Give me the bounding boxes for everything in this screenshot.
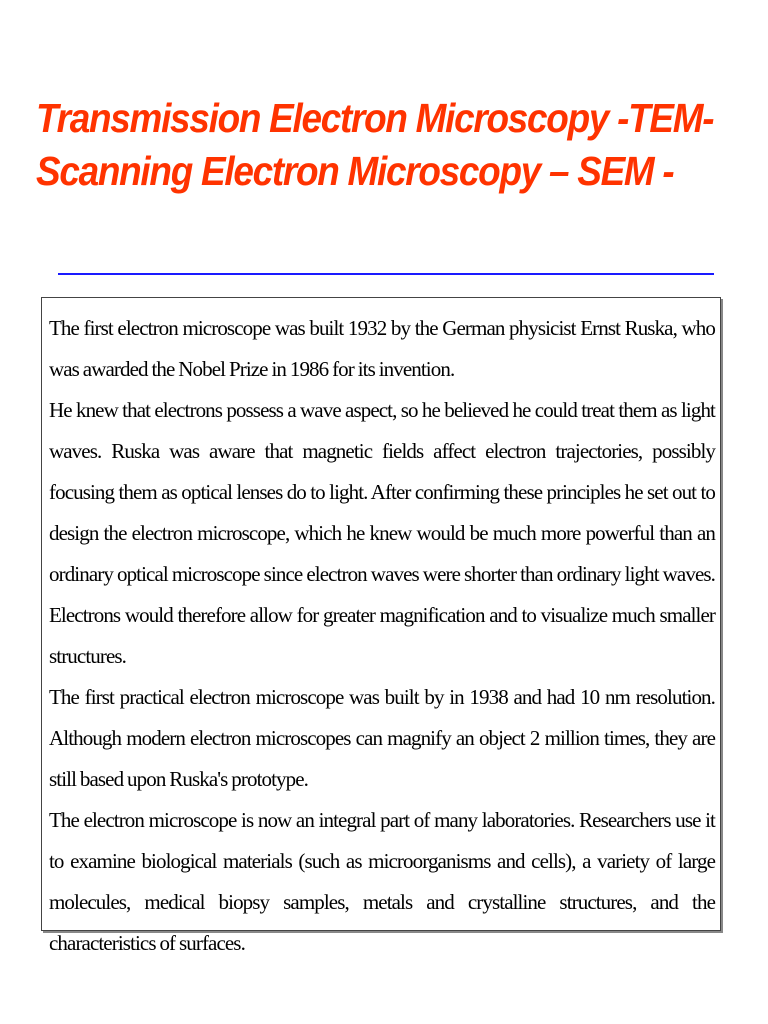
slide-title <box>36 92 714 198</box>
title-divider <box>58 273 714 275</box>
text-box <box>41 297 721 955</box>
title-line-1: Transmission Electron Microscopy -TEM- <box>36 95 714 141</box>
paragraph-ruska-invention: The first electron microscope was built 1932 by the German physicist Ernst Ruska, who was awarded the Nobel Prize in 1986 for its invention. <box>49 316 715 381</box>
paragraph-laboratory-use: The electron microscope is now an integral part of many laboratories. Researchers use it to examine biological materials (such as microorganisms and cells), a variety of large molecules, medical biopsy samples, metals and crystalline structures, and the characteristics of surfaces. <box>49 808 715 955</box>
paragraph-first-practical: The first practical electron microscope was built by in 1938 and had 10 nm resolution. Although modern electron microscopes can magnify an object 2 million times, they are still based upon Ruska's prototype. <box>49 685 715 791</box>
title-line-2: Scanning Electron Microscopy – SEM - <box>36 148 674 194</box>
paragraph-wave-aspect: He knew that electrons possess a wave aspect, so he believed he could treat them as light waves. Ruska was aware that magnetic fields affect electron trajectories, possibly focusing them as optical lenses do to light. After confirming these principles he set out to design the electron microscope, which he knew would be much more powerful than an ordinary optical microscope since electron waves were shorter than ordinary light waves. Electrons would therefore allow for greater magnification and to visualize much smaller structures. <box>49 398 715 668</box>
